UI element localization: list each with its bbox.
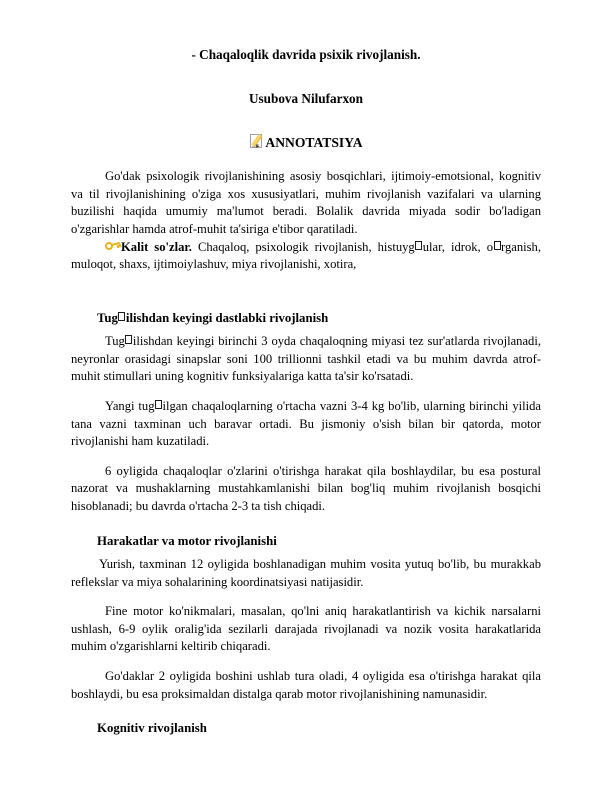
paragraph-birth-2-part-2: ilgan chaqaloqlarning o'rtacha vazni 3-4 kg bo'lib, ularning birinchi yilida tana vazni taxminan uch baravar ortadi. Bu jismoniy o'sish bilan bir qatorda, motor rivojlanishi ham kuzatiladi. bbox=[71, 398, 542, 449]
annotation-heading-label: ANNOTATSIYA bbox=[265, 134, 363, 150]
keywords-text-2: ular, idrok, o bbox=[422, 239, 493, 254]
paragraph-motor-2-text: Fine motor ko'nikmalari, masalan, qo'lni aniq harakatlantirish va kichik narsalarni ushlash, 6-9 oylik oralig'ida sezilarli darajada rivojlanadi va nozik vosita harakatlarida muhim o'zgarishlarni keltirib chiqaradi. bbox=[71, 604, 541, 654]
missing-glyph-box bbox=[494, 241, 501, 250]
paragraph-motor-3 bbox=[71, 668, 541, 703]
paragraph-motor-2 bbox=[71, 603, 541, 656]
paragraph-birth-1-part-1: Tug bbox=[105, 334, 125, 349]
paragraph-birth-1 bbox=[71, 333, 541, 386]
annotation-paragraph-text: Go'dak psixologik rivojlanishining asosiy bosqichlari, ijtimoiy-emotsional, kognitiv va til rivojlanishining o'ziga xos xususiyatlari, muhim rivojlanish vazifalari va ularning buzilishi haqida umumiy ma'lumot beradi. Bolalik davrida miyada sodir bo'ladigan o'zgarishlar hamda atrof-muhit ta'siriga e'tibor qaratiladi. bbox=[71, 169, 541, 236]
author-name: Usubova Nilufarxon bbox=[249, 90, 363, 106]
paragraph-motor-1-text: Yurish, taxminan 12 oyligida boshlanadigan muhim vosita yutuq bo'lib, bu murakkab reflekslar va miya sohalarining koordinatsiyasi natijasidir. bbox=[71, 556, 541, 589]
keywords-label: Kalit so'zlar. bbox=[121, 239, 192, 254]
keywords-text-1: Chaqaloq, psixologik rivojlanish, histuyg bbox=[191, 239, 415, 254]
paragraph-motor-1 bbox=[71, 556, 541, 591]
keywords-text-3: rganish, muloqot, shaxs, ijtimoiylashuv, miya rivojlanishi, xotira, bbox=[71, 239, 541, 272]
paragraph-birth-2 bbox=[71, 398, 541, 451]
section-heading-part-2: ilishdan keyingi dastlabki rivojlanish bbox=[125, 310, 329, 325]
annotation-heading bbox=[71, 107, 541, 151]
section-heading-motor-development: Harakatlar va motor rivojlanishi bbox=[97, 533, 277, 548]
keywords-paragraph bbox=[71, 239, 541, 274]
missing-glyph-box bbox=[415, 241, 422, 250]
paragraph-birth-3-text: 6 oyligida chaqaloqlar o'zlarini o'tirishga harakat qila boshlaydilar, bu esa postural nazorat va mushaklarning mustahkamlanishi bilan bog'liq muhim rivojlanish bosqichi hisoblanadi; bu davrda o'rtacha 2-3 ta tish chiqadi. bbox=[71, 463, 541, 514]
memo-icon bbox=[249, 134, 264, 149]
paragraph-birth-3 bbox=[71, 463, 541, 516]
missing-glyph-box bbox=[155, 400, 162, 409]
page-title: - Chaqaloqlik davrida psixik rivojlanish. bbox=[191, 47, 421, 62]
paragraph-motor-3-text: Go'daklar 2 oyligida boshini ushlab tura oladi, 4 oyligida esa o'tirishga harakat qila boshlaydi, bu esa proksimaldan distalga qarab motor rivojlanishining namunasidir. bbox=[71, 669, 541, 701]
missing-glyph-box bbox=[118, 312, 125, 321]
missing-glyph-box bbox=[125, 335, 132, 344]
paragraph-birth-1-part-2: ilishdan keyingi birinchi 3 oyda chaqaloqning miyasi tez sur'atlarda rivojlanadi, neyronlar orasidagi sinapslar soni 100 trillionni tashkil etadi va bu muhim davrda atrof-muhit stimullari uning kognitiv funksiyalariga katta ta'sir ko'rsatadi. bbox=[71, 334, 541, 384]
section-heading-cognitive-development: Kognitiv rivojlanish bbox=[97, 721, 207, 736]
section-heading-part-1: Tug bbox=[97, 310, 118, 325]
paragraph-birth-2-part-1: Yangi tug bbox=[105, 398, 155, 413]
section-heading-birth-development bbox=[71, 310, 541, 327]
annotation-paragraph bbox=[71, 168, 541, 239]
key-icon bbox=[105, 239, 120, 254]
